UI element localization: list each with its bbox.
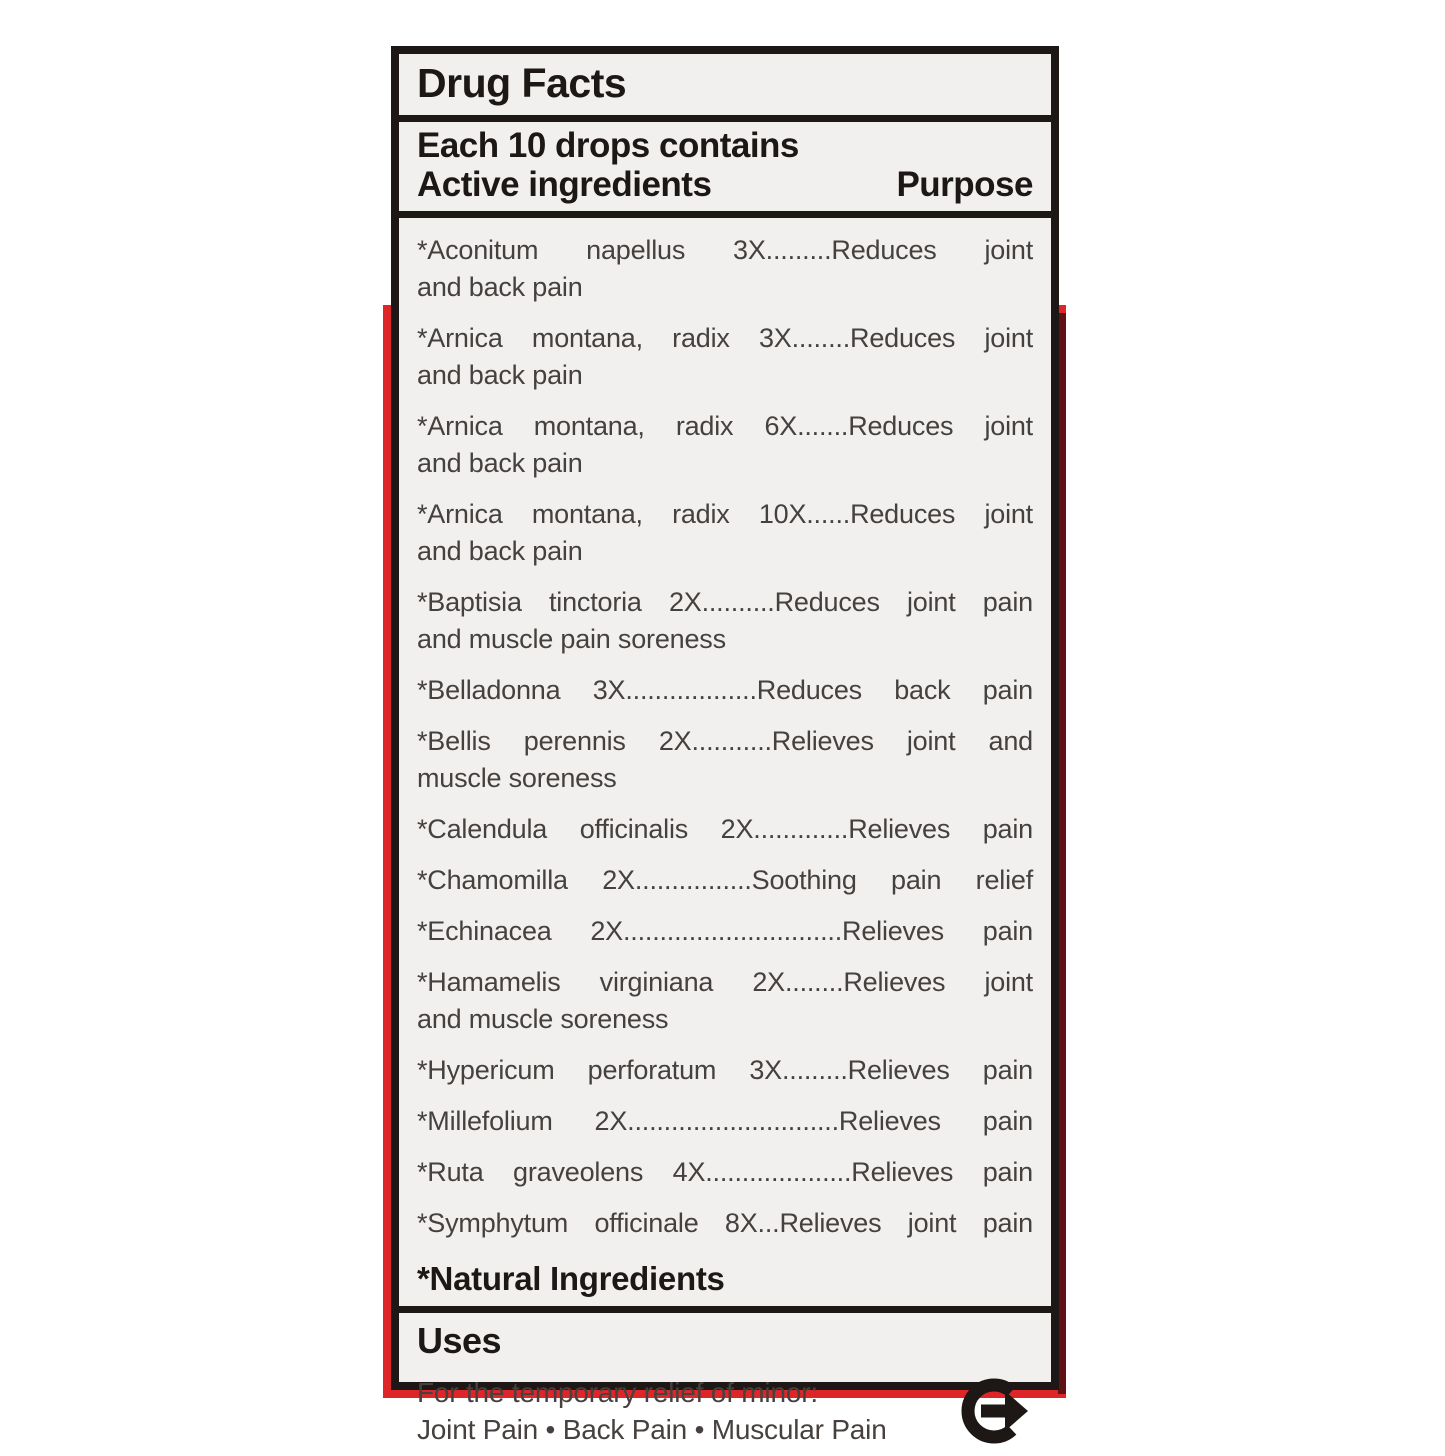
ingredient-line: *Chamomilla 2X................Soothing pain relief [417,865,1033,895]
ingredient-line: *Hypericum perforatum 3X.........Relieves pain [417,1055,1033,1085]
ingredient-line: and muscle soreness [417,1004,669,1034]
ingredient-line: *Baptisia tinctoria 2X..........Reduces joint pain [417,587,1033,617]
natural-ingredients-footnote: *Natural Ingredients [417,1260,725,1297]
ingredient-entry [417,1103,1033,1140]
ingredient-line: *Belladonna 3X..................Reduces back pain [417,675,1033,705]
ingredient-line: *Symphytum officinale 8X...Relieves joint pain [417,1208,1033,1238]
ingredient-entry [417,1052,1033,1089]
ingredient-line: *Calendula officinalis 2X.............Relieves pain [417,814,1033,844]
uses-text [417,1374,887,1448]
ingredient-line: and back pain [417,272,583,302]
uses-body [417,1374,1033,1448]
ingredient-entry [417,964,1033,1038]
ingredient-line: *Ruta graveolens 4X....................Relieves pain [417,1157,1033,1187]
continue-arrow-icon [957,1374,1031,1448]
ingredient-line: *Hamamelis virginiana 2X........Relieves joint [417,967,1033,997]
ingredient-entry [417,811,1033,848]
uses-line2: Joint Pain • Back Pain • Muscular Pain [417,1414,887,1445]
ingredient-entry [417,496,1033,570]
ingredient-entry [417,584,1033,658]
ingredient-entry [417,672,1033,709]
ingredient-entry [417,862,1033,899]
ingredient-entry [417,1205,1033,1242]
ingredient-line: *Millefolium 2X.............................Relieves pain [417,1106,1033,1136]
ingredient-entry [417,320,1033,394]
ingredient-entry [417,1154,1033,1191]
ingredient-line: and muscle pain soreness [417,624,726,654]
active-ingredients-label: Active ingredients [417,165,712,204]
ingredient-line: *Bellis perennis 2X...........Relieves joint and [417,726,1033,756]
dose-statement: Each 10 drops contains [417,126,799,165]
ingredient-line: and back pain [417,536,583,566]
ingredient-line: *Arnica montana, radix 3X........Reduces joint [417,323,1033,353]
uses-line1: For the temporary relief of minor: [417,1377,818,1408]
ingredient-entry [417,408,1033,482]
purpose-label: Purpose [896,165,1033,204]
ingredient-line: *Echinacea 2X..............................Relieves pain [417,916,1033,946]
uses-title: Uses [417,1320,502,1361]
ingredient-line: *Arnica montana, radix 10X......Reduces joint [417,499,1033,529]
drug-facts-title: Drug Facts [417,60,627,106]
uses-section [399,1306,1051,1456]
ingredient-entry [417,723,1033,797]
ingredients-list [399,211,1051,1306]
ingredient-line: *Arnica montana, radix 6X.......Reduces joint [417,411,1033,441]
ingredient-entry [417,232,1033,306]
ingredient-line: and back pain [417,360,583,390]
drug-facts-panel [391,46,1059,1445]
ingredient-line: and back pain [417,448,583,478]
active-ingredients-header-section [399,115,1051,211]
ingredient-line: *Aconitum napellus 3X.........Reduces joint [417,235,1033,265]
ingredient-line: muscle soreness [417,763,617,793]
drug-facts-header-section [399,54,1051,115]
column-header-row [417,165,1033,204]
ingredient-entry [417,913,1033,950]
